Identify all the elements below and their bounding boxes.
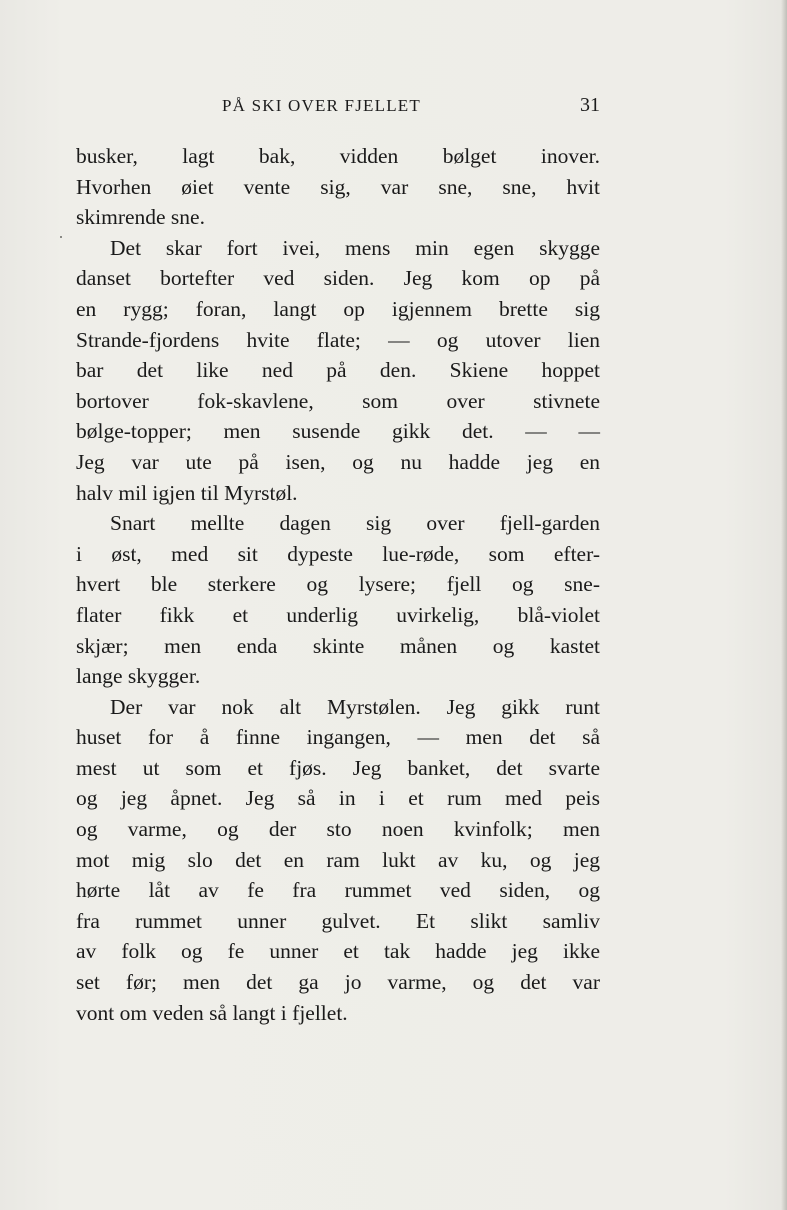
- text-line: Hvorhen øiet vente sig, var sne, sne, hvit: [76, 174, 600, 199]
- page-edge-shadow: [781, 0, 787, 1210]
- text-line: mest ut som et fjøs. Jeg banket, det svarte: [76, 755, 600, 780]
- text-line: en rygg; foran, langt op igjennem brette sig: [76, 296, 600, 321]
- text-line: av folk og fe unner et tak hadde jeg ikke: [76, 939, 600, 964]
- text-line: fra rummet unner gulvet. Et slikt samliv: [76, 908, 600, 933]
- text-line: Der var nok alt Myrstølen. Jeg gikk runt: [110, 694, 600, 719]
- page-number: 31: [580, 94, 600, 116]
- text-line: skimrende sne.: [76, 205, 205, 230]
- text-line: flater fikk et underlig uvirkelig, blå-violet: [76, 602, 600, 627]
- text-line: hørte låt av fe fra rummet ved siden, og: [76, 878, 600, 903]
- paper-speck: [60, 236, 62, 238]
- text-line: hvert ble sterkere og lysere; fjell og sne-: [76, 572, 600, 597]
- running-title: PÅ SKI OVER FJELLET: [222, 96, 421, 115]
- page-header: [76, 96, 600, 124]
- body-text: [76, 141, 600, 1028]
- text-line: skjær; men enda skinte månen og kastet: [76, 633, 600, 658]
- text-line: Det skar fort ivei, mens min egen skygge: [110, 235, 600, 260]
- text-line: vont om veden så langt i fjellet.: [76, 1000, 348, 1025]
- text-line: bar det like ned på den. Skiene hoppet: [76, 358, 600, 383]
- text-line: i øst, med sit dypeste lue-røde, som efter-: [76, 541, 600, 566]
- text-line: danset bortefter ved siden. Jeg kom op på: [76, 266, 600, 291]
- text-line: lange skygger.: [76, 664, 201, 689]
- text-line: og jeg åpnet. Jeg så in i et rum med peis: [76, 786, 600, 811]
- text-line: bortover fok-skavlene, som over stivnete: [76, 388, 600, 413]
- text-line: Jeg var ute på isen, og nu hadde jeg en: [76, 449, 600, 474]
- text-line: Snart mellte dagen sig over fjell-garden: [110, 511, 600, 536]
- text-line: huset for å finne ingangen, — men det så: [76, 725, 600, 750]
- text-line: halv mil igjen til Myrstøl.: [76, 480, 298, 505]
- text-line: busker, lagt bak, vidden bølget inover.: [76, 144, 600, 168]
- text-line: mot mig slo det en ram lukt av ku, og jeg: [76, 847, 600, 872]
- text-line: og varme, og der sto noen kvinfolk; men: [76, 817, 600, 842]
- text-line: bølge-topper; men susende gikk det. — —: [76, 419, 600, 444]
- text-line: set før; men det ga jo varme, og det var: [76, 970, 600, 995]
- text-line: Strande-fjordens hvite flate; — og utover lien: [76, 327, 600, 352]
